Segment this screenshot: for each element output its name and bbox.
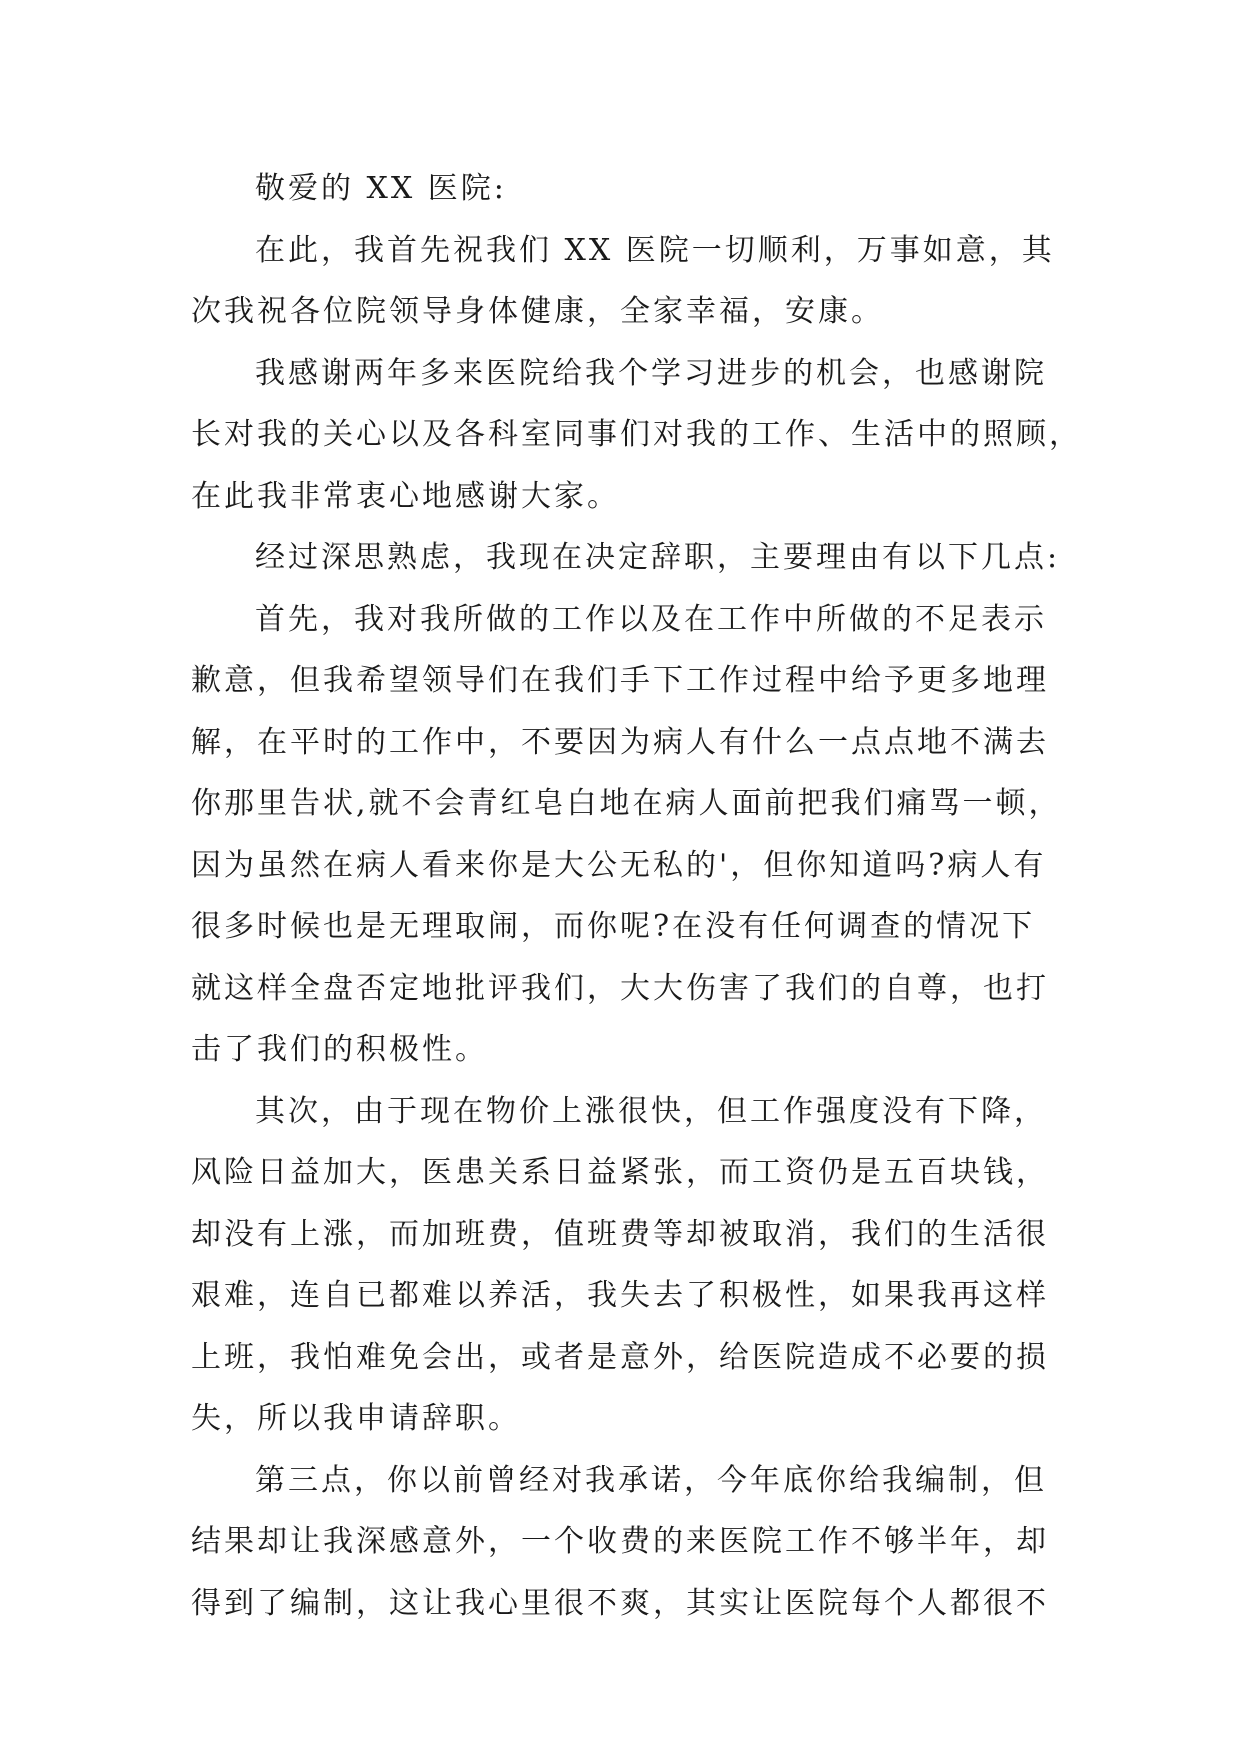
paragraph-line: 次我祝各位院领导身体健康，全家幸福，安康。 [191, 294, 884, 329]
paragraph-reason-third [191, 1450, 1071, 1635]
paragraph-line: 长对我的关心以及各科室同事们对我的工作、生活中的照顾， [191, 417, 1082, 452]
paragraph-line: 你那里告状,就不会青红皂白地在病人面前把我们痛骂一顿， [191, 786, 1062, 821]
paragraph-line: 失，所以我申请辞职。 [191, 1401, 521, 1436]
paragraph-line: 第三点，你以前曾经对我承诺，今年底你给我编制，但 [255, 1462, 1047, 1498]
paragraph-reason-first [191, 589, 1071, 1081]
paragraph-line: 解，在平时的工作中，不要因为病人有什么一点点地不满去 [191, 724, 1049, 760]
paragraph-line: 我感谢两年多来医院给我个学习进步的机会，也感谢院 [255, 355, 1047, 391]
paragraph-greeting [191, 220, 1071, 343]
paragraph-line: 很多时候也是无理取闹，而你呢?在没有任何调查的情况下 [191, 909, 1036, 944]
paragraph-line: 因为虽然在病人看来你是大公无私的'，但你知道吗?病人有 [191, 847, 1047, 883]
paragraph-line: 得到了编制，这让我心里很不爽，其实让医院每个人都很不 [191, 1585, 1049, 1621]
paragraph-line: 歉意，但我希望领导们在我们手下工作过程中给予更多地理 [191, 663, 1049, 698]
paragraph-line: 结果却让我深感意外，一个收费的来医院工作不够半年，却 [191, 1524, 1049, 1559]
paragraph-line: 在此，我首先祝我们 XX 医院一切顺利，万事如意，其 [255, 232, 1055, 268]
paragraph-line: 却没有上涨，而加班费，值班费等却被取消，我们的生活很 [191, 1216, 1049, 1252]
paragraph-line: 首先，我对我所做的工作以及在工作中所做的不足表示 [255, 601, 1047, 637]
paragraph-line: 风险日益加大，医患关系日益紧张，而工资仍是五百块钱， [191, 1155, 1049, 1190]
paragraph-line: 经过深思熟虑，我现在决定辞职，主要理由有以下几点: [255, 540, 1061, 575]
paragraph-line: 艰难，连自已都难以养活，我失去了积极性，如果我再这样 [191, 1278, 1049, 1313]
salutation: 敬爱的 XX 医院: [255, 171, 507, 206]
salutation-paragraph [191, 158, 1071, 220]
paragraph-line: 在此我非常衷心地感谢大家。 [191, 478, 620, 514]
paragraph-line: 其次，由于现在物价上涨很快，但工作强度没有下降， [255, 1093, 1047, 1129]
paragraph-line: 就这样全盘否定地批评我们，大大伤害了我们的自尊，也打 [191, 970, 1049, 1006]
paragraph-line: 上班，我怕难免会出，或者是意外，给医院造成不必要的损 [191, 1339, 1049, 1375]
letter-body [191, 158, 1082, 1634]
paragraph-reason-second [191, 1081, 1071, 1450]
paragraph-decision [191, 527, 1071, 589]
paragraph-line: 击了我们的积极性。 [191, 1032, 488, 1067]
paragraph-thanks [191, 343, 1082, 528]
